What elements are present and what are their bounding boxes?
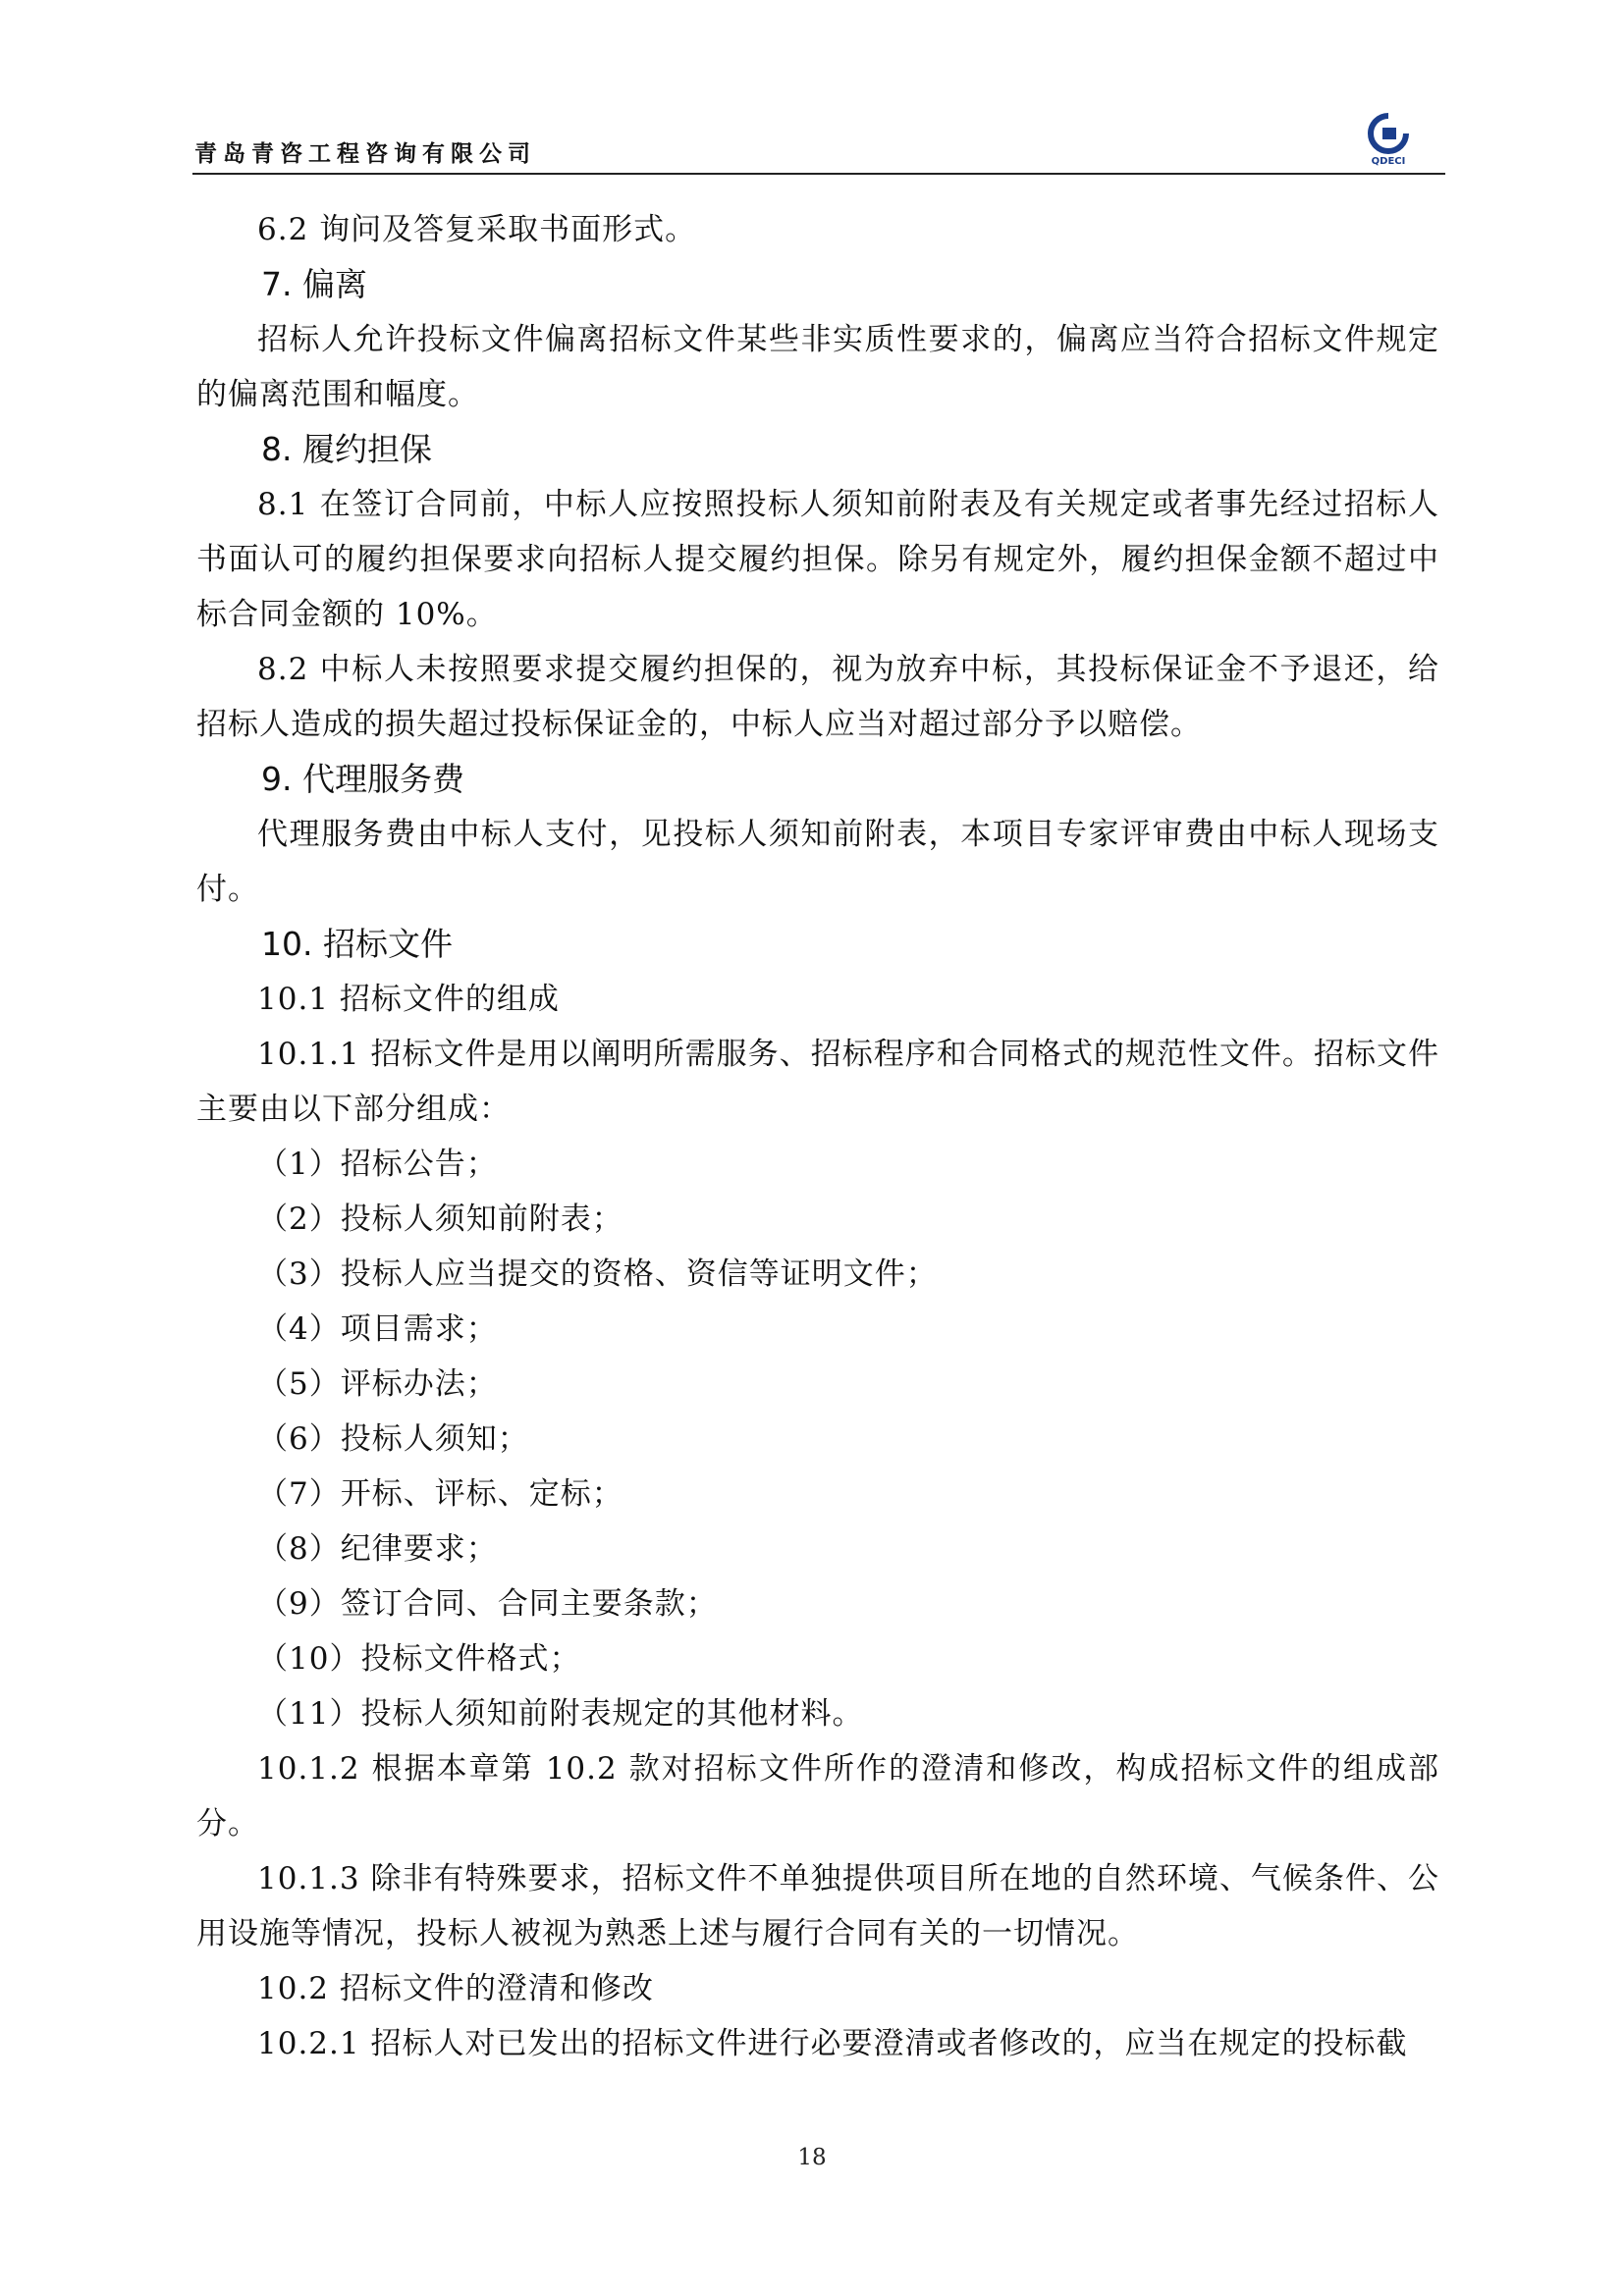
body-paragraph: 6.2 询问及答复采取书面形式。: [257, 212, 697, 247]
section-heading: 9. 代理服务费: [261, 760, 464, 798]
list-item: （6）投标人须知；: [257, 1421, 529, 1457]
header-company-name: 青岛青咨工程咨询有限公司: [194, 140, 536, 167]
body-paragraph: 8.2 中标人未按照要求提交履约担保的，视为放弃中标，其投标保证金不予退还，给招标人造成的损失超过投标保证金的，中标人应当对超过部分予以赔偿。: [196, 652, 1439, 742]
section-heading: 7. 偏离: [261, 265, 367, 303]
body-paragraph: 10.2.1 招标人对已发出的招标文件进行必要澄清或者修改的，应当在规定的投标截: [257, 2026, 1408, 2061]
document-body: [196, 202, 1439, 2071]
logo-text: QDECI: [1371, 156, 1406, 167]
list-item: （10）投标文件格式；: [257, 1641, 581, 1677]
body-paragraph: 招标人允许投标文件偏离招标文件某些非实质性要求的，偏离应当符合招标文件规定的偏离范围和幅度。: [196, 322, 1439, 412]
list-item: （11）投标人须知前附表规定的其他材料。: [257, 1696, 864, 1732]
section-heading: 8. 履约担保: [261, 430, 432, 468]
body-paragraph: 10.1.2 根据本章第 10.2 款对招标文件所作的澄清和修改，构成招标文件的组成部分。: [196, 1751, 1439, 1842]
company-logo-icon: [1359, 112, 1418, 167]
body-paragraph: 10.1.3 除非有特殊要求，招标文件不单独提供项目所在地的自然环境、气候条件、公用设施等情况，投标人被视为熟悉上述与履行合同有关的一切情况。: [196, 1861, 1439, 1951]
list-item: （9）签订合同、合同主要条款；: [257, 1586, 718, 1622]
list-item: （7）开标、评标、定标；: [257, 1476, 623, 1512]
body-paragraph: 10.2 招标文件的澄清和修改: [257, 1971, 654, 2006]
list-item: （3）投标人应当提交的资格、资信等证明文件；: [257, 1256, 938, 1292]
list-item: （8）纪律要求；: [257, 1531, 498, 1567]
list-item: （5）评标办法；: [257, 1366, 498, 1402]
header-divider: [192, 173, 1445, 175]
body-paragraph: 代理服务费由中标人支付，见投标人须知前附表，本项目专家评审费由中标人现场支付。: [196, 817, 1439, 907]
list-item: （4）项目需求；: [257, 1311, 498, 1347]
list-item: （2）投标人须知前附表；: [257, 1201, 623, 1237]
body-paragraph: 10.1 招标文件的组成: [257, 982, 560, 1017]
list-item: （1）招标公告；: [257, 1147, 498, 1182]
body-paragraph: 10.1.1 招标文件是用以阐明所需服务、招标程序和合同格式的规范性文件。招标文件主要由以下部分组成：: [196, 1037, 1439, 1127]
section-heading: 10. 招标文件: [261, 925, 453, 963]
page-number: 18: [797, 2145, 827, 2170]
body-paragraph: 8.1 在签订合同前，中标人应按照投标人须知前附表及有关规定或者事先经过招标人书面认可的履约担保要求向招标人提交履约担保。除另有规定外，履约担保金额不超过中标合同金额的 10%。: [196, 487, 1439, 632]
